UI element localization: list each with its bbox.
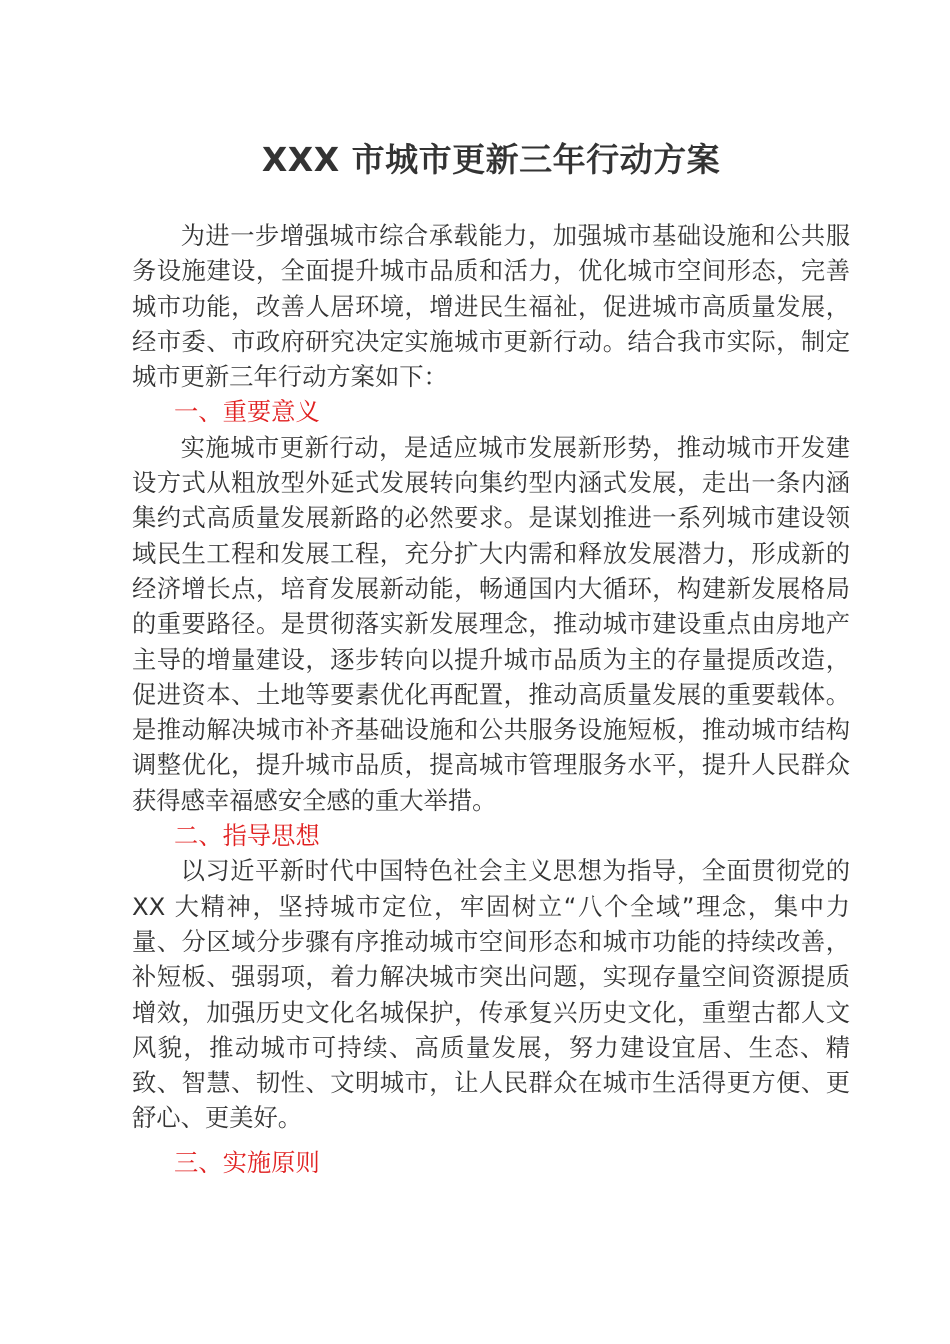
section-heading-principles: 三、实施原则 [174,1147,320,1177]
document-content [132,136,850,1180]
section-heading-significance: 一、重要意义 [174,397,320,427]
document-title: XXX 市城市更新三年行动方案 [261,140,721,179]
section-heading-guiding-ideology: 二、指导思想 [174,821,320,851]
section-spacer [132,1136,850,1145]
section-body-guiding-ideology: 以习近平新时代中国特色社会主义思想为指导，全面贯彻党的 XX 大精神，坚持城市定位，牢固树立“八个全域”理念，集中力量、分区域分步骤有序推动城市空间形态和城市功能的持续改善，补短板、强弱项，着力解决城市突出问题，实现存量空间资源提质增效，加强历史文化名城保护，传承复兴历史文化，重塑古都人文风貌，推动城市可持续、高质量发展，努力建设宜居、生态、精致、智慧、韧性、文明城市，让人民群众在城市生活得更方便、更舒心、更美好。 [132,856,850,1133]
section-body-significance: 实施城市更新行动，是适应城市发展新形势，推动城市开发建设方式从粗放型外延式发展转向集约型内涵式发展，走出一条内涵集约式高质量发展新路的必然要求。是谋划推进一系列城市建设领域民生工程和发展工程，充分扩大内需和释放发展潜力，形成新的经济增长点，培育发展新动能，畅通国内大循环，构建新发展格局的重要路径。是贯彻落实新发展理念，推动城市建设重点由房地产主导的增量建设，逐步转向以提升城市品质为主的存量提质改造，促进资本、土地等要素优化再配置，推动高质量发展的重要载体。是推动解决城市补齐基础设施和公共服务设施短板，推动城市结构调整优化，提升城市品质，提高城市管理服务水平，提升人民群众获得感幸福感安全感的重大举措。 [132,432,850,815]
intro-paragraph: 为进一步增强城市综合承载能力，加强城市基础设施和公共服务设施建设，全面提升城市品质和活力，优化城市空间形态，完善城市功能，改善人居环境，增进民生福祉，促进城市高质量发展，经市委、市政府研究决定实施城市更新行动。结合我市实际，制定城市更新三年行动方案如下： [132,221,850,392]
